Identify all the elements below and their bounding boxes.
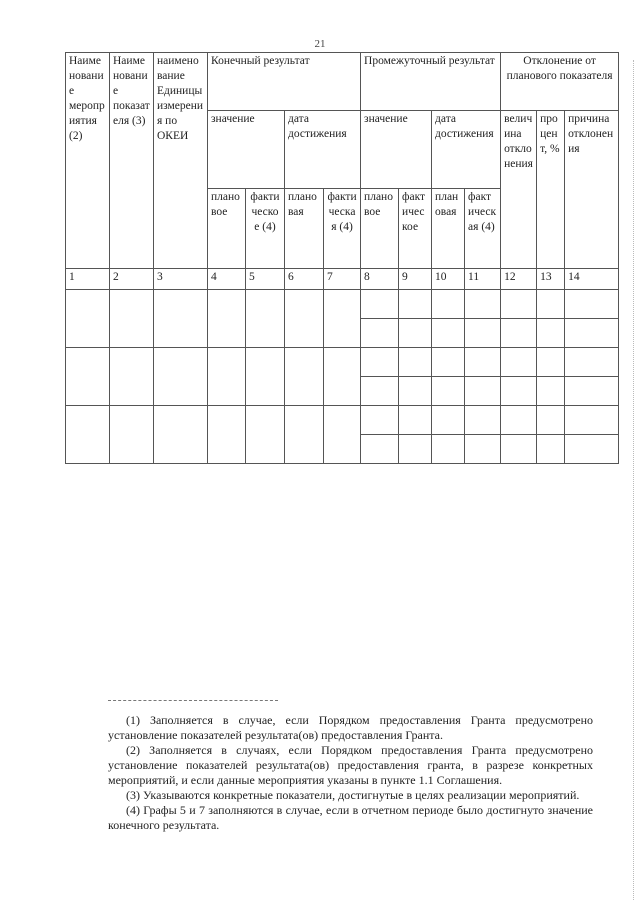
table-cell[interactable] — [465, 406, 501, 435]
footnotes — [108, 713, 593, 833]
footnote-2: (2) Заполняется в случаях, если Порядком предоставления Гранта предусмотрено установление показателей результата(ов) предоставления гранта, в разрезе конкретных мероприятий, и если данные мероприятия указаны в пункте 1.1 Соглашения. — [108, 743, 593, 787]
report-table — [65, 52, 619, 464]
footnote-separator — [108, 700, 278, 701]
table-cell[interactable] — [361, 348, 399, 377]
table-cell[interactable] — [154, 406, 208, 464]
table-cell[interactable] — [285, 290, 324, 348]
table-cell[interactable] — [399, 348, 432, 377]
header-interim-planned-value: плановое — [361, 189, 399, 269]
column-number: 12 — [501, 269, 537, 290]
table-cell[interactable] — [565, 290, 619, 319]
header-final-result: Конечный результат — [208, 53, 361, 111]
header-interim-value: значение — [361, 111, 432, 189]
table-cell[interactable] — [361, 290, 399, 319]
table-cell[interactable] — [324, 290, 361, 348]
table-cell[interactable] — [246, 348, 285, 406]
table-cell[interactable] — [465, 435, 501, 464]
column-number: 6 — [285, 269, 324, 290]
table-cell[interactable] — [110, 290, 154, 348]
table-cell[interactable] — [465, 319, 501, 348]
header-deviation-magnitude: величина отклонения — [501, 111, 537, 269]
column-number: 10 — [432, 269, 465, 290]
table-cell[interactable] — [501, 290, 537, 319]
header-indicator-name: Наименование показателя (3) — [110, 53, 154, 269]
footnote-3: (3) Указываются конкретные показатели, достигнутые в целях реализации мероприятий. — [126, 788, 580, 802]
table-cell[interactable] — [399, 406, 432, 435]
header-final-actual-date: фактическая (4) — [324, 189, 361, 269]
column-number: 11 — [465, 269, 501, 290]
table-cell[interactable] — [565, 377, 619, 406]
footnote-1: (1) Заполняется в случае, если Порядком предоставления Гранта предусмотрено установление показателей результата(ов) предоставления Гранта. — [108, 713, 593, 742]
header-deviation-percent: процент, % — [537, 111, 565, 269]
table-cell[interactable] — [324, 348, 361, 406]
table-cell[interactable] — [361, 377, 399, 406]
table-cell[interactable] — [501, 348, 537, 377]
table-cell[interactable] — [432, 377, 465, 406]
footnote-4: (4) Графы 5 и 7 заполняются в случае, если в отчетном периоде было достигнуто значение конечного результата. — [108, 803, 593, 832]
column-number: 2 — [110, 269, 154, 290]
table-cell[interactable] — [154, 348, 208, 406]
table-cell[interactable] — [66, 348, 110, 406]
table-cell[interactable] — [208, 348, 246, 406]
table-cell[interactable] — [208, 406, 246, 464]
page-number: 21 — [314, 38, 326, 50]
table-cell[interactable] — [465, 377, 501, 406]
header-interim-result: Промежуточный результат — [361, 53, 501, 111]
table-cell[interactable] — [110, 348, 154, 406]
table-cell[interactable] — [66, 406, 110, 464]
table-cell[interactable] — [537, 435, 565, 464]
table-cell[interactable] — [208, 290, 246, 348]
header-final-value: значение — [208, 111, 285, 189]
table-cell[interactable] — [501, 406, 537, 435]
table-cell[interactable] — [565, 406, 619, 435]
table-cell[interactable] — [432, 406, 465, 435]
table-cell[interactable] — [246, 406, 285, 464]
header-deviation: Отклонение от планового показателя — [501, 53, 619, 111]
column-number: 4 — [208, 269, 246, 290]
header-activity-name: Наименование мероприятия (2) — [66, 53, 110, 269]
table-cell[interactable] — [399, 435, 432, 464]
column-number: 7 — [324, 269, 361, 290]
table-cell[interactable] — [537, 348, 565, 377]
table-cell[interactable] — [432, 319, 465, 348]
table-cell[interactable] — [465, 348, 501, 377]
column-number: 3 — [154, 269, 208, 290]
table-cell[interactable] — [501, 319, 537, 348]
column-number: 14 — [565, 269, 619, 290]
header-final-planned-date: плановая — [285, 189, 324, 269]
table-cell[interactable] — [324, 406, 361, 464]
table-cell[interactable] — [537, 406, 565, 435]
table-cell[interactable] — [399, 290, 432, 319]
table-cell[interactable] — [399, 377, 432, 406]
table-cell[interactable] — [246, 290, 285, 348]
column-number: 8 — [361, 269, 399, 290]
header-final-actual-value: фактическое (4) — [246, 189, 285, 269]
table-cell[interactable] — [361, 406, 399, 435]
table-cell[interactable] — [285, 348, 324, 406]
table-cell[interactable] — [432, 435, 465, 464]
table-cell[interactable] — [537, 319, 565, 348]
table-cell[interactable] — [361, 319, 399, 348]
header-final-planned-value: плановое — [208, 189, 246, 269]
table-cell[interactable] — [565, 348, 619, 377]
table-cell[interactable] — [285, 406, 324, 464]
header-interim-date: дата достижения — [432, 111, 501, 189]
table-cell[interactable] — [537, 290, 565, 319]
column-number: 9 — [399, 269, 432, 290]
scan-margin-line — [633, 60, 634, 900]
table-cell[interactable] — [154, 290, 208, 348]
table-cell[interactable] — [501, 435, 537, 464]
header-unit-name: наименование Единицы измерения по ОКЕИ — [154, 53, 208, 269]
table-cell[interactable] — [432, 290, 465, 319]
header-interim-actual-value: фактическое — [399, 189, 432, 269]
table-cell[interactable] — [399, 319, 432, 348]
header-interim-planned-date: плановая — [432, 189, 465, 269]
column-number: 13 — [537, 269, 565, 290]
table-cell[interactable] — [110, 406, 154, 464]
table-cell[interactable] — [465, 290, 501, 319]
column-number: 1 — [66, 269, 110, 290]
table-cell[interactable] — [66, 290, 110, 348]
column-number: 5 — [246, 269, 285, 290]
table-cell[interactable] — [537, 377, 565, 406]
table-cell[interactable] — [432, 348, 465, 377]
header-deviation-reason: причина отклонения — [565, 111, 619, 269]
table-cell[interactable] — [565, 435, 619, 464]
table-cell[interactable] — [501, 377, 537, 406]
table-cell[interactable] — [361, 435, 399, 464]
header-final-date: дата достижения — [285, 111, 361, 189]
header-interim-actual-date: фактическая (4) — [465, 189, 501, 269]
table-cell[interactable] — [565, 319, 619, 348]
